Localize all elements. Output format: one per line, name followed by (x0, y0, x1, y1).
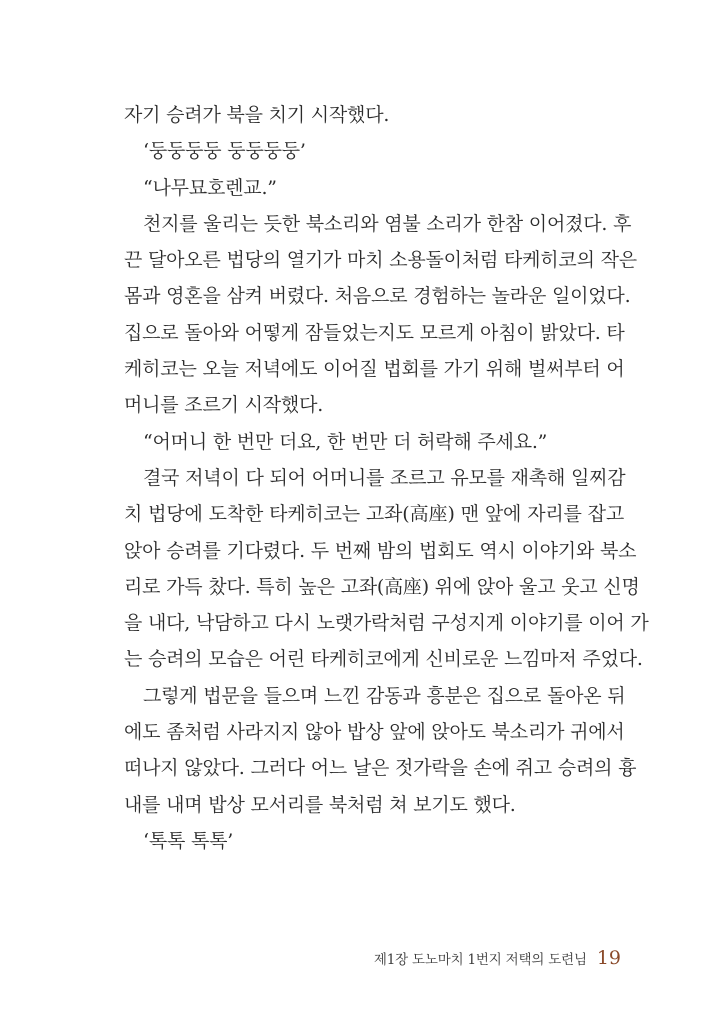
text-line: 을 내다, 낙담하고 다시 노랫가락처럼 구성지게 이야기를 이어 가 (124, 612, 649, 635)
text-line: 치 법당에 도착한 타케히코는 고좌(高座) 맨 앞에 자리를 잡고 (124, 503, 624, 526)
text-line: 케히코는 오늘 저녁에도 이어질 법회를 가기 위해 벌써부터 어 (124, 358, 625, 381)
text-line: 떠나지 않았다. 그러다 어느 날은 젓가락을 손에 쥐고 승려의 흉 (124, 757, 637, 780)
text-line: 천지를 울리는 듯한 북소리와 염불 소리가 한참 이어졌다. 후 (143, 212, 632, 235)
text-line: ‘둥둥둥둥 둥둥둥둥’ (143, 140, 306, 163)
text-line: 에도 좀처럼 사라지지 않아 밥상 앞에 앉아도 북소리가 귀에서 (124, 721, 625, 744)
text-line: 는 승려의 모습은 어린 타케히코에게 신비로운 느낌마저 주었다. (124, 648, 643, 671)
text-line: 그렇게 법문을 들으며 느낀 감동과 흥분은 집으로 돌아온 뒤 (143, 684, 626, 707)
text-line: 앉아 승려를 기다렸다. 두 번째 밤의 법회도 역시 이야기와 북소 (124, 539, 637, 562)
text-line: 끈 달아오른 법당의 열기가 마치 소용돌이처럼 타케히코의 작은 (124, 249, 637, 272)
page-footer (374, 944, 621, 972)
text-line: 결국 저녁이 다 되어 어머니를 조르고 유모를 재촉해 일찌감 (143, 466, 626, 489)
text-line: 머니를 조르기 시작했다. (124, 394, 324, 417)
text-line: 몸과 영혼을 삼켜 버렸다. 처음으로 경험하는 놀라운 일이었다. (124, 285, 631, 308)
text-line: 자기 승려가 북을 치기 시작했다. (124, 104, 390, 126)
text-line: “나무묘호렌교.” (143, 176, 277, 199)
running-head: 제1장 도노마치 1번지 저택의 도련님 (373, 952, 587, 968)
text-line: ‘톡톡 톡톡’ (143, 829, 234, 852)
page-body-text (124, 97, 649, 859)
text-line: 리로 가득 찼다. 특히 높은 고좌(高座) 위에 앉아 울고 웃고 신명 (124, 575, 640, 598)
page-number: 19 (596, 947, 621, 969)
text-line: 내를 내며 밥상 모서리를 북처럼 쳐 보기도 했다. (124, 793, 516, 816)
text-line: “어머니 한 번만 더요, 한 번만 더 허락해 주세요.” (143, 430, 548, 453)
text-line: 집으로 돌아와 어떻게 잠들었는지도 모르게 아침이 밝았다. 타 (124, 321, 625, 344)
